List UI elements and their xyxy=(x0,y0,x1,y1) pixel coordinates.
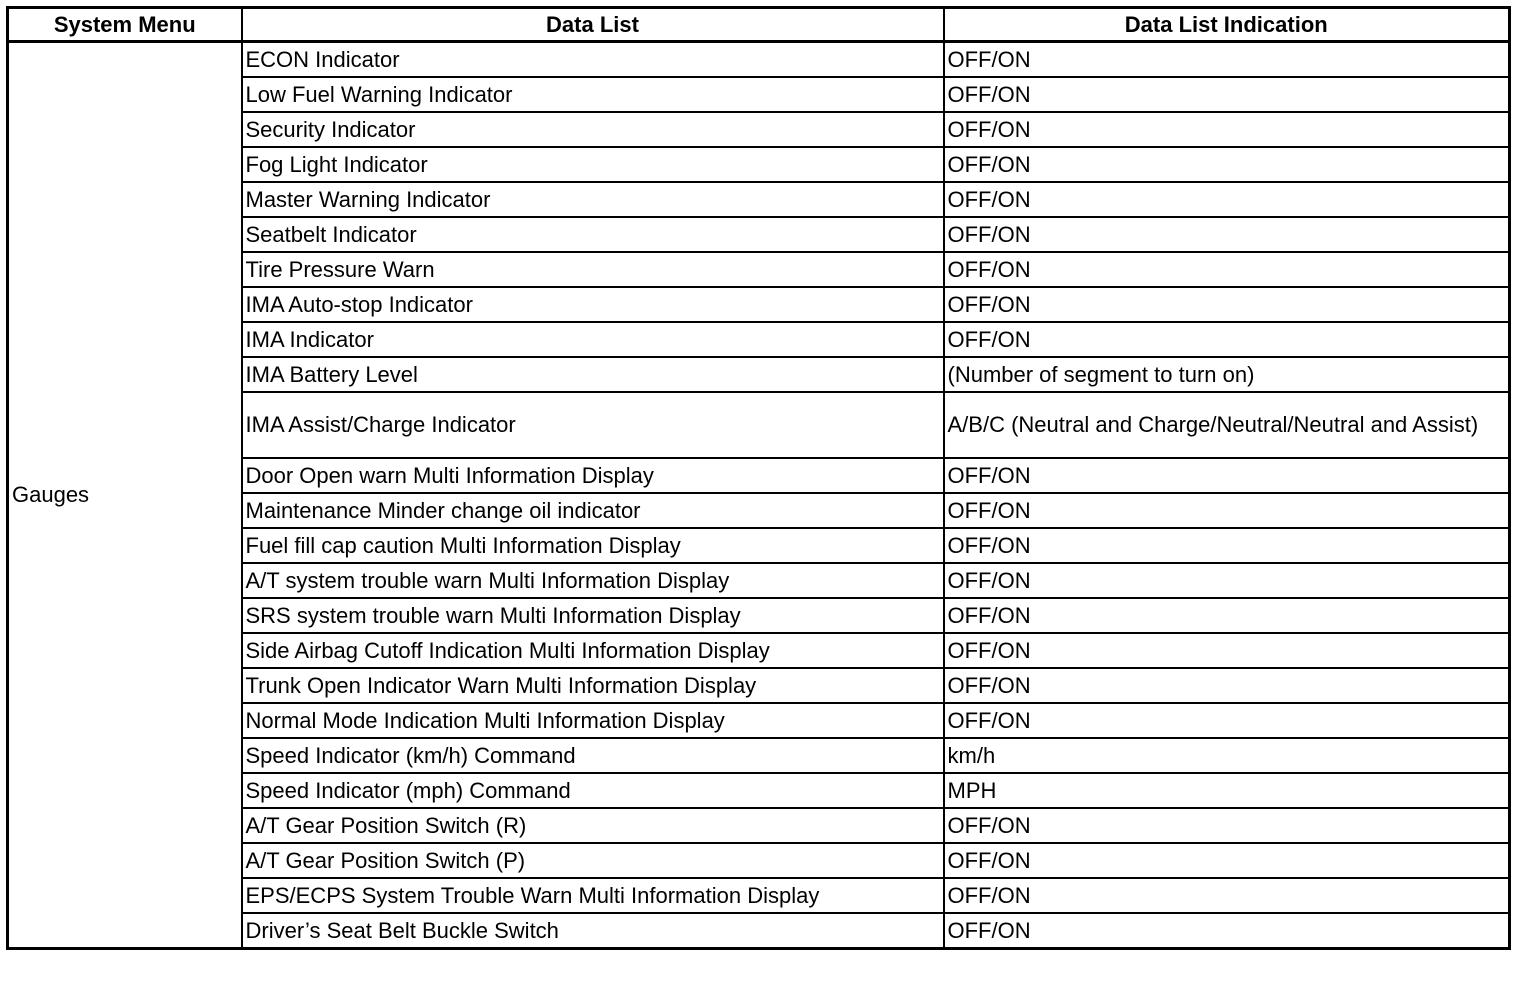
data-list-cell: Speed Indicator (km/h) Command xyxy=(242,738,944,773)
system-menu-cell: Gauges xyxy=(8,42,242,949)
data-list-cell: IMA Battery Level xyxy=(242,357,944,392)
indication-cell: km/h xyxy=(944,738,1510,773)
indication-cell: OFF/ON xyxy=(944,458,1510,493)
data-list-cell: ECON Indicator xyxy=(242,42,944,78)
indication-cell: OFF/ON xyxy=(944,878,1510,913)
data-list-cell: Speed Indicator (mph) Command xyxy=(242,773,944,808)
data-list-cell: Fuel fill cap caution Multi Information Display xyxy=(242,528,944,563)
indication-cell: OFF/ON xyxy=(944,252,1510,287)
data-list-cell: A/T Gear Position Switch (P) xyxy=(242,843,944,878)
indication-cell: OFF/ON xyxy=(944,633,1510,668)
data-list-cell: Normal Mode Indication Multi Information Display xyxy=(242,703,944,738)
indication-cell: OFF/ON xyxy=(944,703,1510,738)
table-body xyxy=(8,42,1510,949)
indication-cell: MPH xyxy=(944,773,1510,808)
data-list-cell: Tire Pressure Warn xyxy=(242,252,944,287)
data-list-cell: A/T system trouble warn Multi Information Display xyxy=(242,563,944,598)
indication-cell: OFF/ON xyxy=(944,42,1510,78)
indication-cell: OFF/ON xyxy=(944,217,1510,252)
data-list-cell: Seatbelt Indicator xyxy=(242,217,944,252)
header-system-menu: System Menu xyxy=(8,8,242,42)
data-list-cell: Side Airbag Cutoff Indication Multi Information Display xyxy=(242,633,944,668)
indication-cell: OFF/ON xyxy=(944,287,1510,322)
indication-cell: OFF/ON xyxy=(944,668,1510,703)
indication-cell: OFF/ON xyxy=(944,913,1510,949)
data-list-cell: EPS/ECPS System Trouble Warn Multi Information Display xyxy=(242,878,944,913)
data-list-cell: Maintenance Minder change oil indicator xyxy=(242,493,944,528)
indication-cell: OFF/ON xyxy=(944,843,1510,878)
indication-cell: OFF/ON xyxy=(944,808,1510,843)
table-row xyxy=(8,42,1510,78)
indication-cell: OFF/ON xyxy=(944,147,1510,182)
indication-cell: OFF/ON xyxy=(944,77,1510,112)
data-list-cell: IMA Auto-stop Indicator xyxy=(242,287,944,322)
data-list-cell: Fog Light Indicator xyxy=(242,147,944,182)
data-list-cell: SRS system trouble warn Multi Information Display xyxy=(242,598,944,633)
data-list-cell: Door Open warn Multi Information Display xyxy=(242,458,944,493)
header-row xyxy=(8,8,1510,42)
data-list-cell: Security Indicator xyxy=(242,112,944,147)
data-list-cell: Trunk Open Indicator Warn Multi Information Display xyxy=(242,668,944,703)
indication-cell: A/B/C (Neutral and Charge/Neutral/Neutral and Assist) xyxy=(944,392,1510,458)
data-list-cell: IMA Indicator xyxy=(242,322,944,357)
header-data-list: Data List xyxy=(242,8,944,42)
data-list-cell: Low Fuel Warning Indicator xyxy=(242,77,944,112)
data-list-cell: IMA Assist/Charge Indicator xyxy=(242,392,944,458)
header-data-list-indication: Data List Indication xyxy=(944,8,1510,42)
indication-cell: OFF/ON xyxy=(944,112,1510,147)
indication-cell: OFF/ON xyxy=(944,598,1510,633)
indication-cell: OFF/ON xyxy=(944,563,1510,598)
indication-cell: (Number of segment to turn on) xyxy=(944,357,1510,392)
indication-cell: OFF/ON xyxy=(944,322,1510,357)
data-list-cell: Master Warning Indicator xyxy=(242,182,944,217)
data-list-table xyxy=(6,6,1511,950)
indication-cell: OFF/ON xyxy=(944,182,1510,217)
indication-cell: OFF/ON xyxy=(944,493,1510,528)
indication-cell: OFF/ON xyxy=(944,528,1510,563)
data-list-cell: A/T Gear Position Switch (R) xyxy=(242,808,944,843)
data-list-cell: Driver’s Seat Belt Buckle Switch xyxy=(242,913,944,949)
